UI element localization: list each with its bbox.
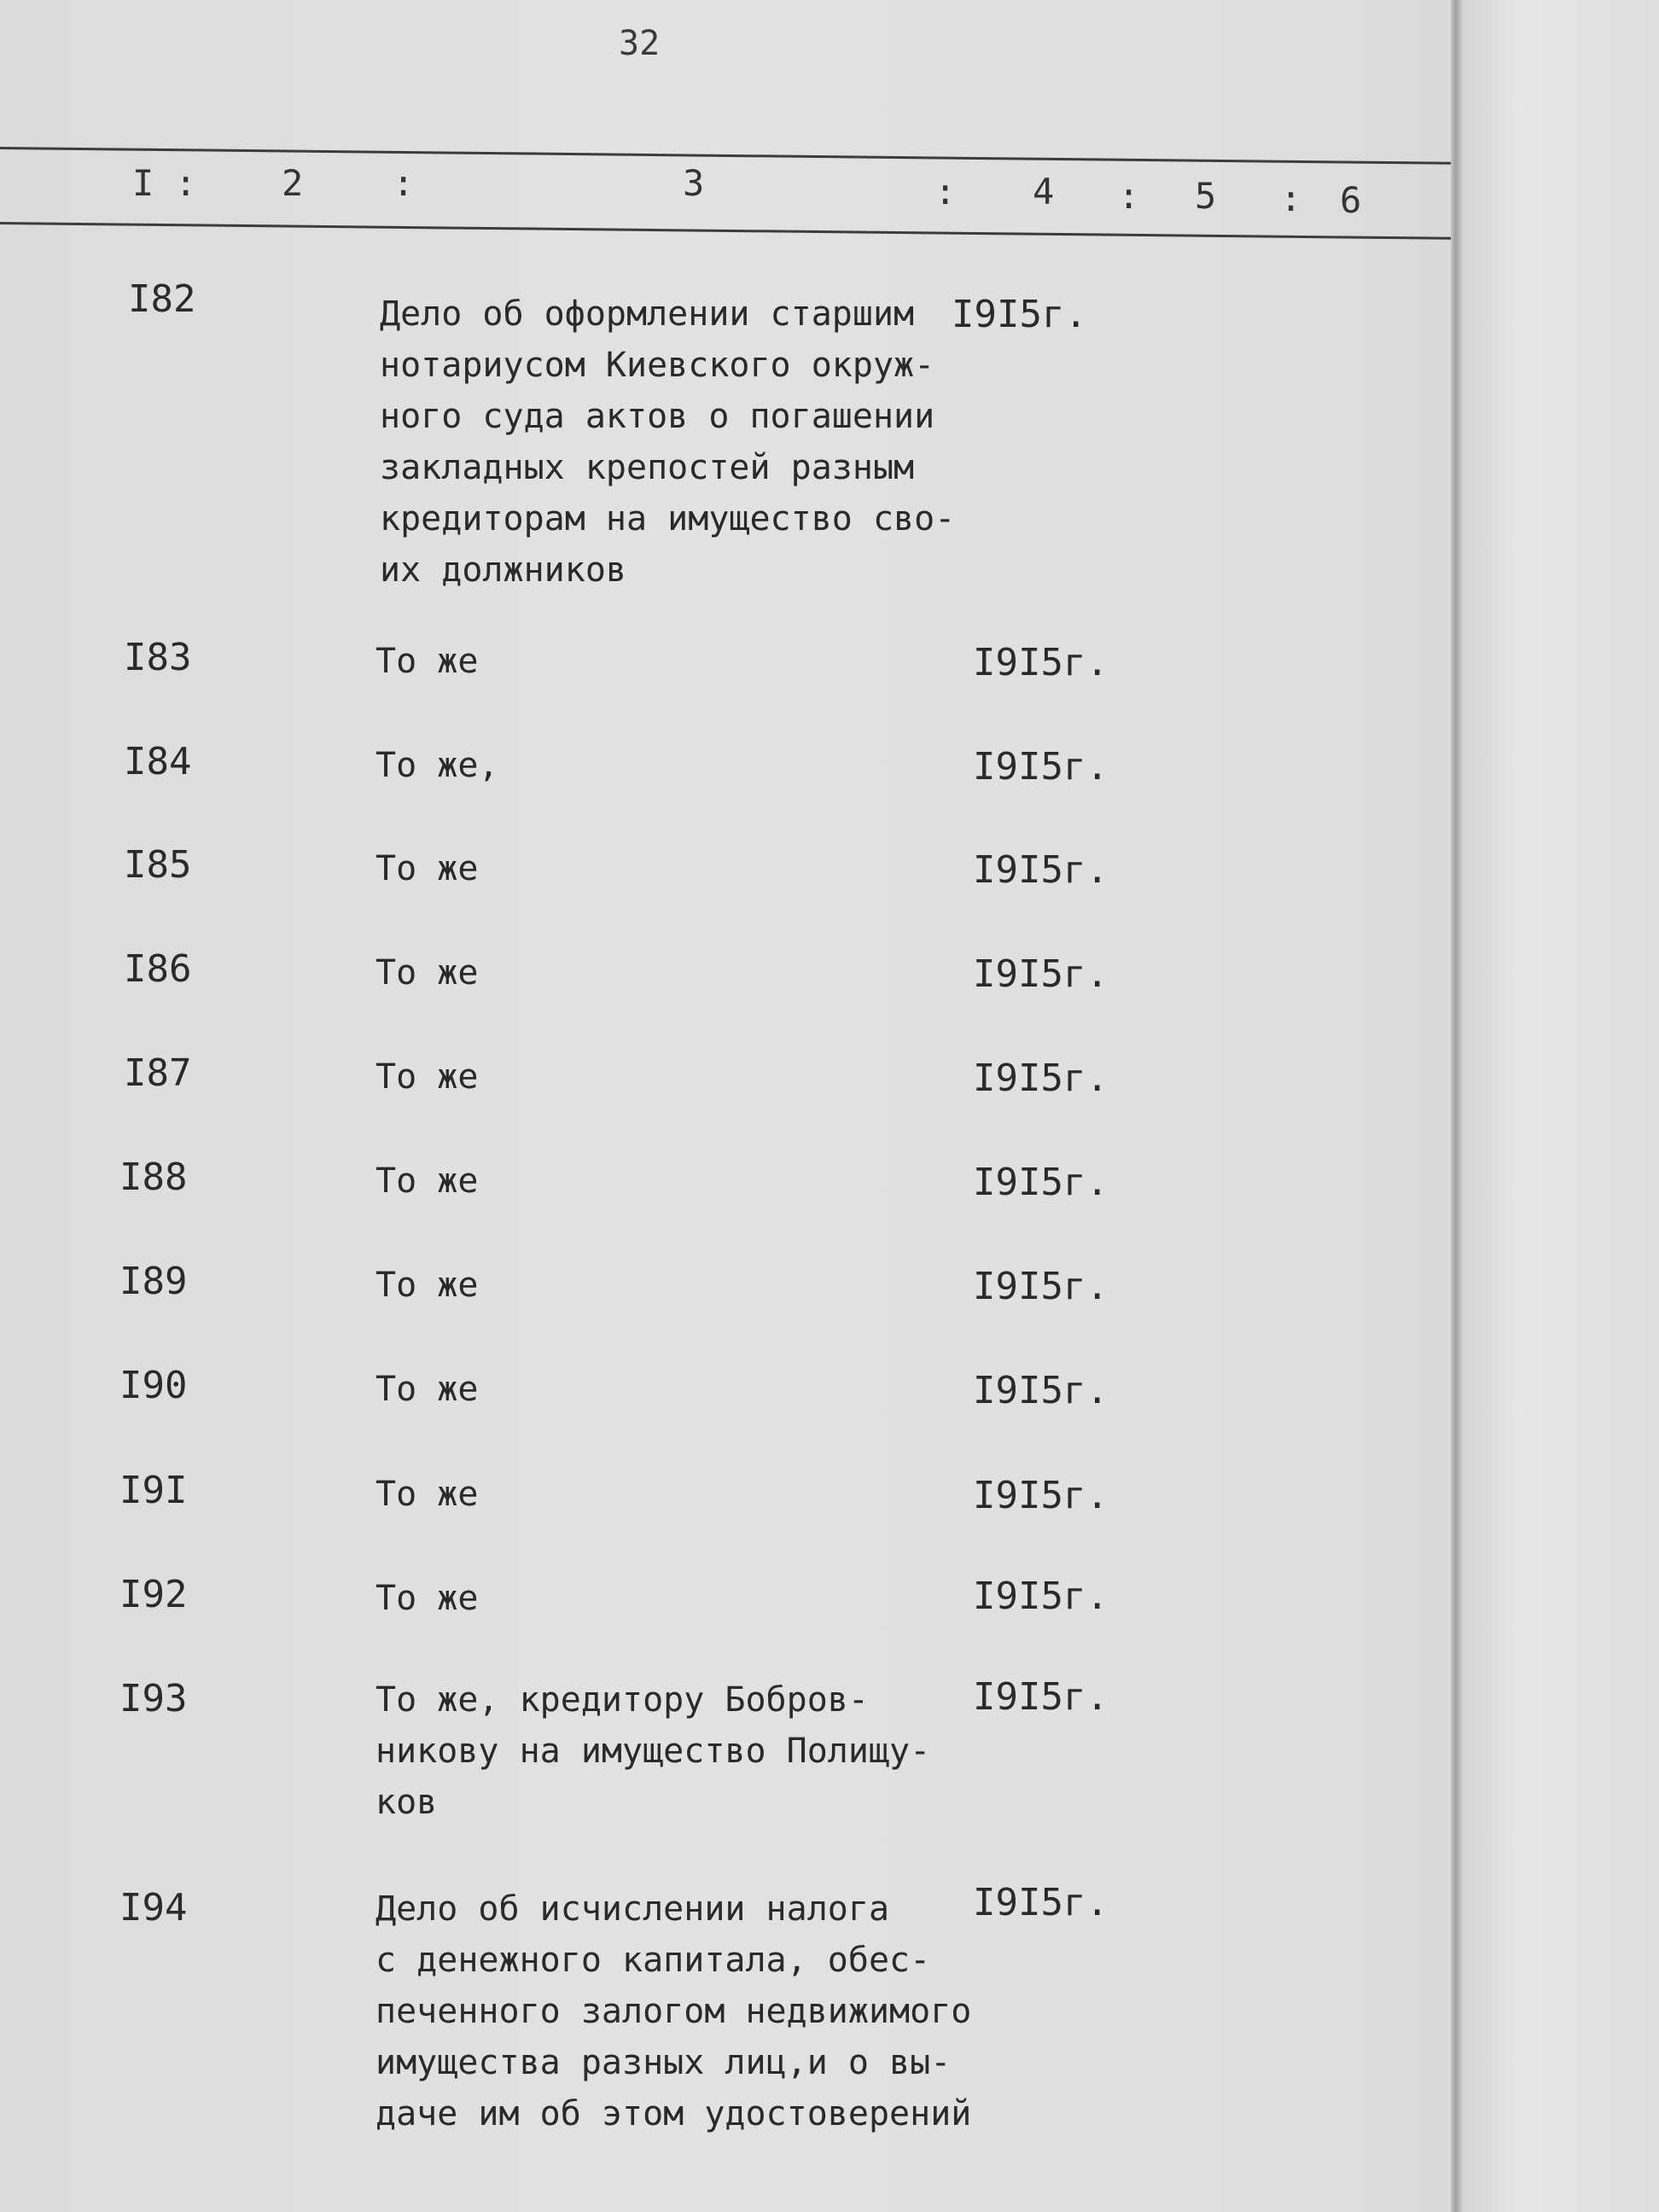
record-year: I9I5г.	[973, 745, 1109, 789]
col-sep: :	[1280, 178, 1302, 219]
record-title: То же	[375, 1475, 479, 1514]
record-number: I90	[119, 1364, 188, 1407]
record-number: I82	[128, 277, 196, 321]
record-title: То же	[375, 1266, 479, 1305]
record-number: I88	[119, 1155, 188, 1199]
record-title: Дело об оформлении старшим нотариусом Киевского окруж- ного суда актов о погашении закладных крепостей разным кредиторам на имущество сво- их должников	[380, 294, 956, 590]
record-year: I9I5г.	[973, 1369, 1109, 1412]
col-4-label: 4	[1033, 171, 1055, 212]
col-1-label: I	[132, 162, 154, 204]
page-fold	[1451, 0, 1463, 2212]
col-2-label: 2	[282, 162, 304, 204]
record-year: I9I5г.	[973, 1161, 1109, 1204]
record-title: То же, кредитору Бобров- никову на имущество Полищу- ков	[375, 1680, 931, 1822]
record-number: I84	[124, 740, 192, 783]
record-number: I87	[124, 1051, 192, 1095]
record-year: I9I5г.	[973, 1057, 1109, 1100]
header-top-rule	[0, 147, 1451, 165]
record-title: То же	[375, 1579, 479, 1618]
col-sep: :	[393, 162, 415, 204]
col-sep: :	[934, 171, 957, 212]
col-6-label: 6	[1340, 179, 1362, 221]
record-year: I9I5г.	[973, 848, 1109, 892]
header-bottom-rule	[0, 222, 1451, 240]
record-title: То же	[375, 953, 479, 992]
record-number: I94	[119, 1886, 188, 1930]
record-year: I9I5г.	[973, 641, 1109, 684]
record-number: I83	[124, 636, 192, 679]
record-number: I9I	[119, 1469, 188, 1512]
record-title: То же	[375, 1161, 479, 1201]
page-number: 32	[619, 24, 661, 63]
record-number: I92	[119, 1573, 188, 1616]
record-year: I9I5г.	[973, 1265, 1109, 1308]
record-title: То же	[375, 1057, 479, 1097]
record-year: I9I5г.	[973, 1675, 1109, 1719]
record-title: То же	[375, 849, 479, 888]
col-3-label: 3	[683, 162, 705, 204]
record-year: I9I5г.	[973, 952, 1109, 996]
record-title: То же	[375, 642, 479, 681]
col-sep: :	[175, 162, 197, 204]
record-year: I9I5г.	[973, 1575, 1109, 1618]
record-title: То же	[375, 1370, 479, 1409]
record-year: I9I5г.	[973, 1881, 1109, 1924]
record-title: То же,	[375, 746, 499, 785]
record-number: I89	[119, 1260, 188, 1303]
record-number: I93	[119, 1677, 188, 1720]
col-5-label: 5	[1195, 175, 1217, 217]
record-number: I86	[124, 947, 192, 991]
record-year: I9I5г.	[952, 293, 1087, 336]
adjacent-page	[1463, 0, 1659, 2212]
record-title: Дело об исчислении налога с денежного капитала, обес- печенного залогом недвижимого имущества разных лиц,и о вы- даче им об этом удостоверений	[375, 1889, 972, 2133]
record-number: I85	[124, 843, 192, 887]
col-sep: :	[1118, 175, 1140, 217]
record-year: I9I5г.	[973, 1474, 1109, 1517]
